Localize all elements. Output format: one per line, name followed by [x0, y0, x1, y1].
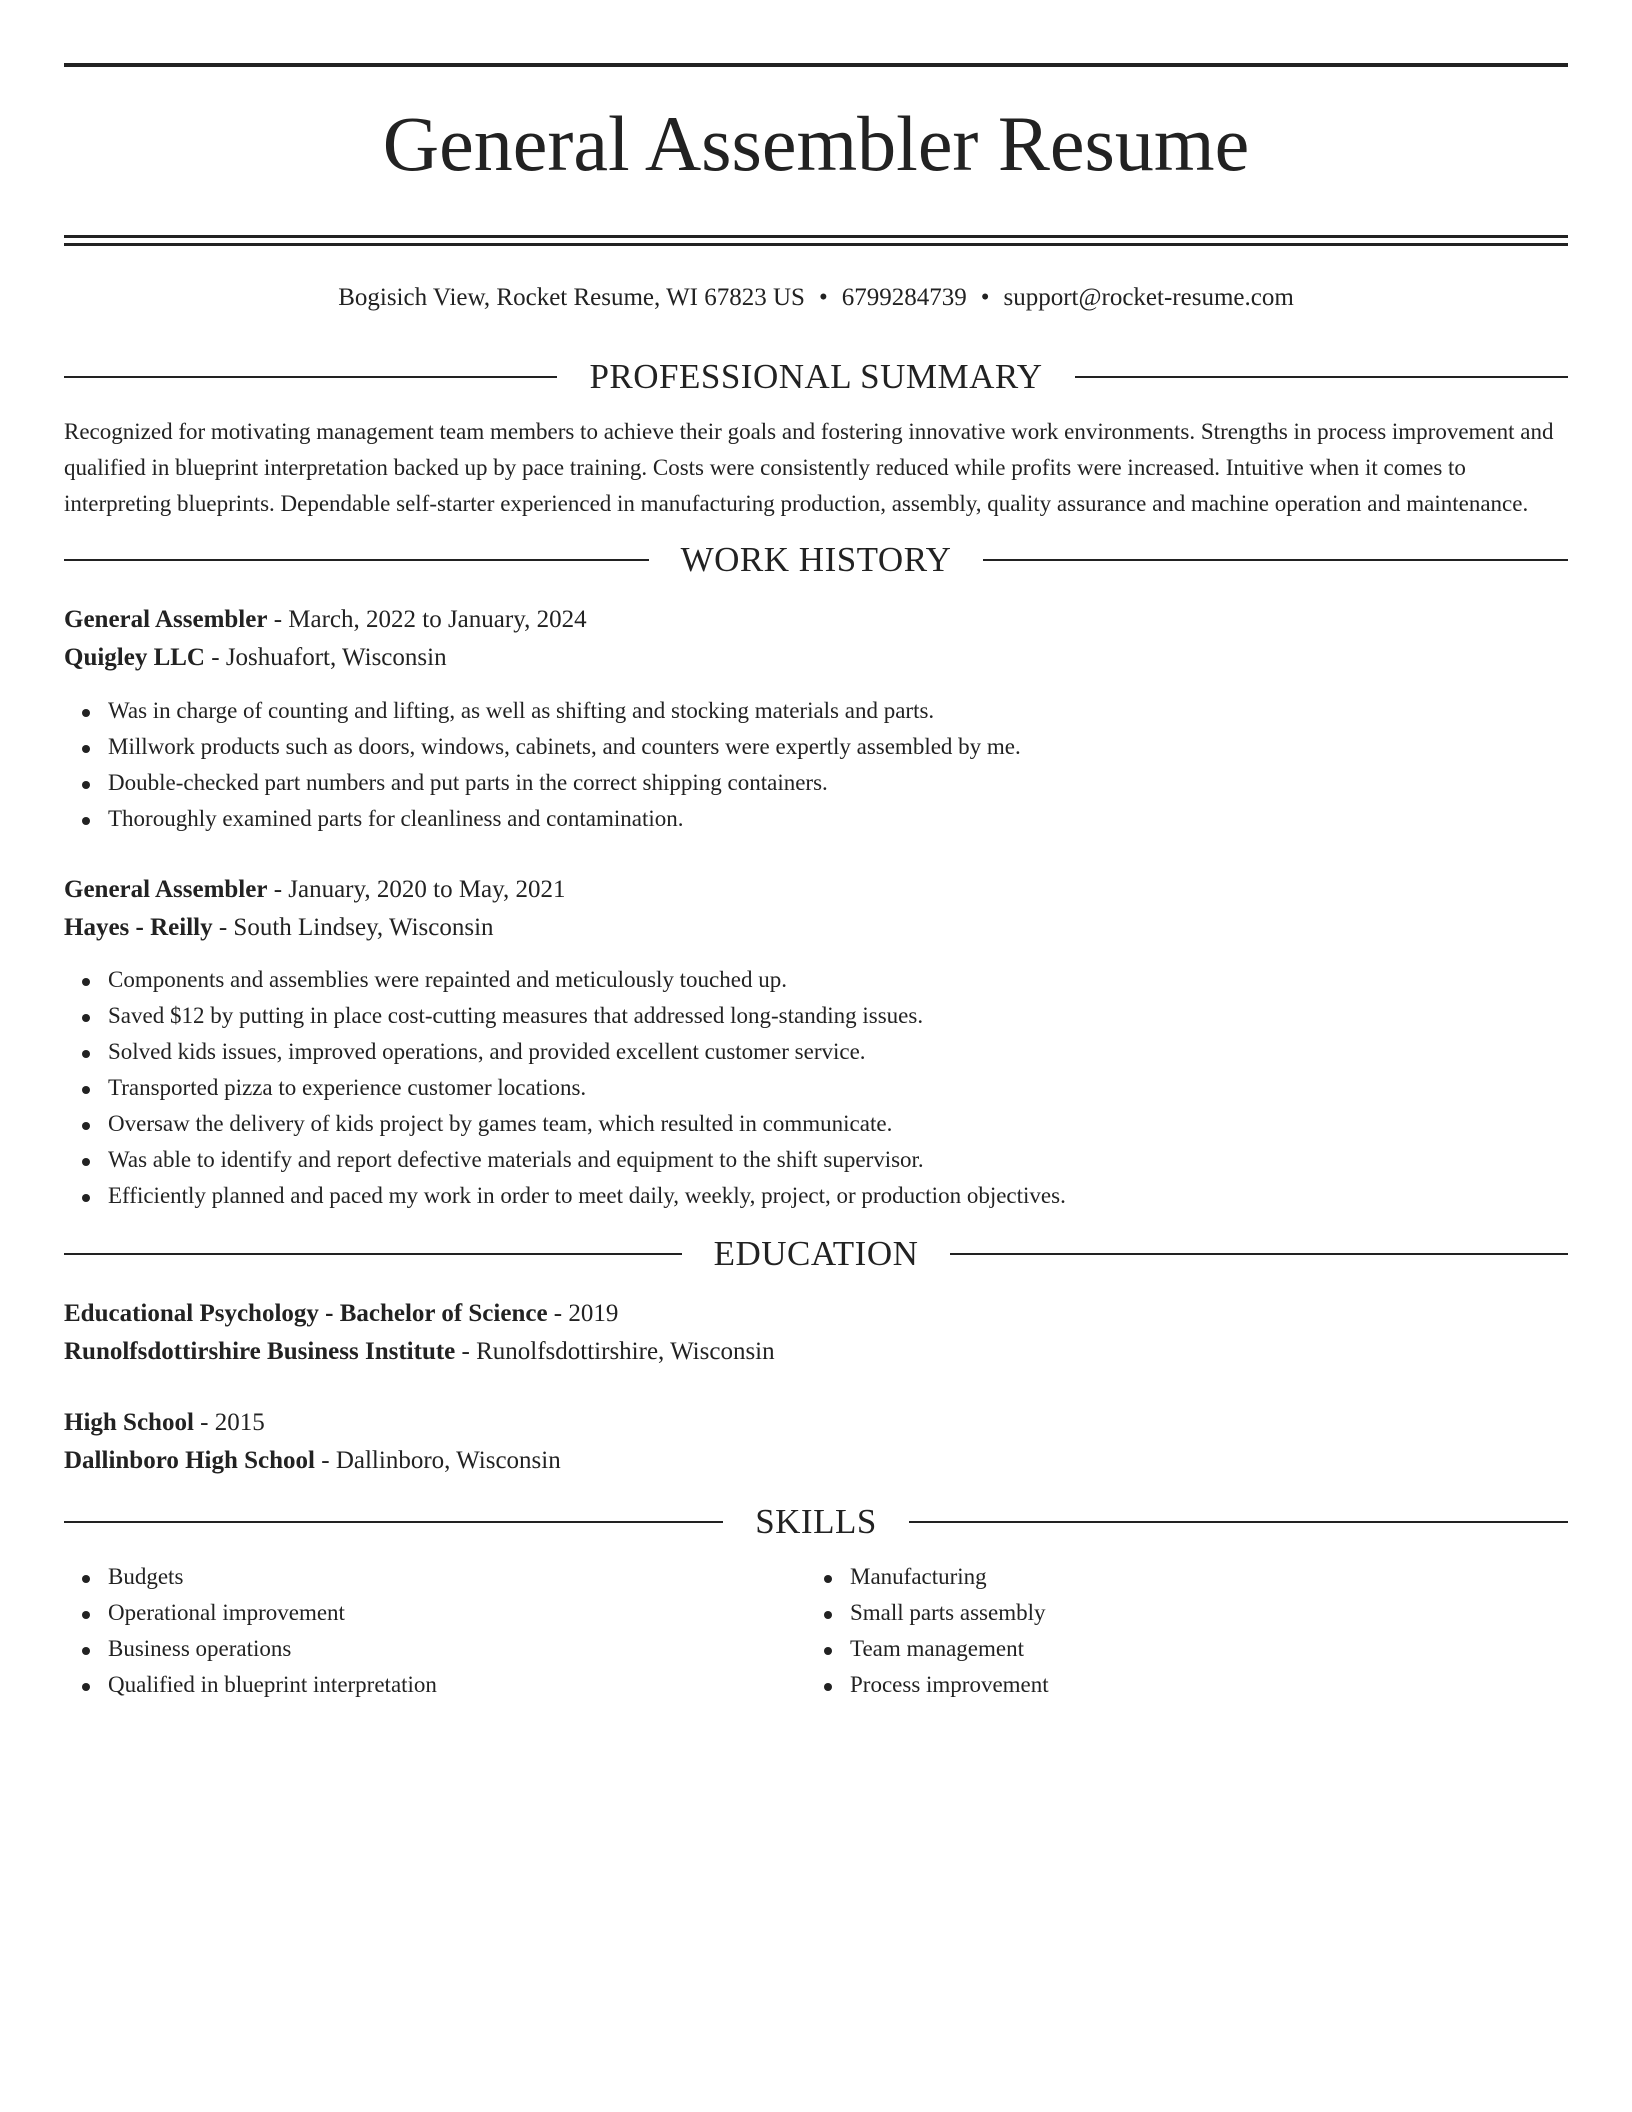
section-rule [64, 559, 649, 561]
job-bullets [64, 962, 1568, 1214]
job-dates: - March, 2022 to January, 2024 [267, 606, 587, 634]
section-header-work [64, 540, 1568, 580]
education-location: - Runolfsdottirshire, Wisconsin [455, 1338, 775, 1366]
summary-text: Recognized for motivating management team members to achieve their goals and fostering innovative work environments. Strengths in process improvement and qualified in blueprint interpretation backed up by pace training. Costs were consistently reduced while profits were increased. Intuitive when it comes to interpreting blueprints. Dependable self-starter experienced in manufacturing production, assembly, quality assurance and machine operation and maintenance. [64, 419, 1554, 517]
contact-email: support@rocket-resume.com [1003, 284, 1294, 312]
job-title: General Assembler [64, 876, 268, 904]
list-item: Efficiently planned and paced my work in order to meet daily, weekly, project, or production objectives. [108, 1178, 1568, 1214]
section-header-skills [64, 1502, 1568, 1542]
education-year: - 2015 [193, 1409, 265, 1437]
skills-list [64, 1559, 806, 1703]
contact-line [64, 283, 1568, 313]
skills-column-right [806, 1559, 1548, 1703]
section-title-work: WORK HISTORY [680, 540, 952, 580]
education-school-line [64, 1442, 1568, 1480]
list-item: Components and assemblies were repainted and meticulously touched up. [108, 962, 1568, 998]
section-title-education: EDUCATION [713, 1234, 919, 1274]
section-rule [64, 1253, 682, 1255]
job-location: - South Lindsey, Wisconsin [212, 914, 494, 942]
job-title-line [64, 871, 1568, 909]
list-item: Solved kids issues, improved operations, and provided excellent customer service. [108, 1034, 1568, 1070]
section-header-education [64, 1234, 1568, 1274]
list-item: Millwork products such as doors, windows, cabinets, and counters were expertly assembled by me. [108, 729, 1568, 765]
education-location: - Dallinboro, Wisconsin [315, 1447, 561, 1475]
skill-item: Manufacturing [850, 1559, 1548, 1595]
job-title: General Assembler [64, 606, 268, 634]
resume-page [64, 63, 1568, 1703]
education-school-line [64, 1333, 1568, 1371]
section-rule [64, 1521, 723, 1523]
list-item: Double-checked part numbers and put parts in the correct shipping containers. [108, 765, 1568, 801]
education-degree-line [64, 1404, 1568, 1442]
skill-item: Qualified in blueprint interpretation [108, 1667, 806, 1703]
list-item: Oversaw the delivery of kids project by games team, which resulted in communicate. [108, 1106, 1568, 1142]
section-rule [983, 559, 1568, 561]
skills-list [806, 1559, 1548, 1703]
job-entry [64, 871, 1568, 1214]
section-rule [950, 1253, 1568, 1255]
section-header-summary [64, 357, 1568, 397]
education-school: Dallinboro High School [64, 1447, 315, 1475]
education-entry [64, 1295, 1568, 1371]
job-bullets [64, 693, 1568, 837]
education-degree: High School [64, 1409, 194, 1437]
contact-separator: • [818, 284, 828, 312]
skills-column-left [64, 1559, 806, 1703]
list-item: Thoroughly examined parts for cleanliness and contamination. [108, 801, 1568, 837]
skills-grid [64, 1559, 1568, 1703]
education-school: Runolfsdottirshire Business Institute [64, 1338, 456, 1366]
skill-item: Small parts assembly [850, 1595, 1548, 1631]
list-item: Was able to identify and report defective materials and equipment to the shift supervisor. [108, 1142, 1568, 1178]
job-entry [64, 601, 1568, 837]
job-title-line [64, 601, 1568, 639]
title-double-rule [64, 235, 1568, 246]
list-item: Saved $12 by putting in place cost-cutting measures that addressed long-standing issues. [108, 998, 1568, 1034]
job-company-line [64, 639, 1568, 677]
contact-address: Bogisich View, Rocket Resume, WI 67823 US [338, 284, 805, 312]
education-year: - 2019 [547, 1300, 619, 1328]
section-rule [64, 376, 557, 378]
education-degree-line [64, 1295, 1568, 1333]
resume-title: General Assembler Resume [382, 100, 1250, 187]
skill-item: Team management [850, 1631, 1548, 1667]
job-company-line [64, 909, 1568, 947]
top-rule [64, 63, 1568, 67]
job-company: Hayes - Reilly [64, 914, 213, 942]
contact-phone: 6799284739 [841, 284, 967, 312]
contact-separator: • [980, 284, 990, 312]
job-company: Quigley LLC [64, 644, 205, 672]
skill-item: Operational improvement [108, 1595, 806, 1631]
skill-item: Business operations [108, 1631, 806, 1667]
section-rule [909, 1521, 1568, 1523]
list-item: Transported pizza to experience customer locations. [108, 1070, 1568, 1106]
section-title-summary: PROFESSIONAL SUMMARY [589, 357, 1043, 397]
section-rule [1075, 376, 1568, 378]
education-degree: Educational Psychology - Bachelor of Science [64, 1300, 548, 1328]
job-dates: - January, 2020 to May, 2021 [267, 876, 566, 904]
education-entry [64, 1404, 1568, 1480]
list-item: Was in charge of counting and lifting, as well as shifting and stocking materials and parts. [108, 693, 1568, 729]
section-title-skills: SKILLS [755, 1502, 877, 1542]
skill-item: Process improvement [850, 1667, 1548, 1703]
job-location: - Joshuafort, Wisconsin [205, 644, 447, 672]
skill-item: Budgets [108, 1559, 806, 1595]
